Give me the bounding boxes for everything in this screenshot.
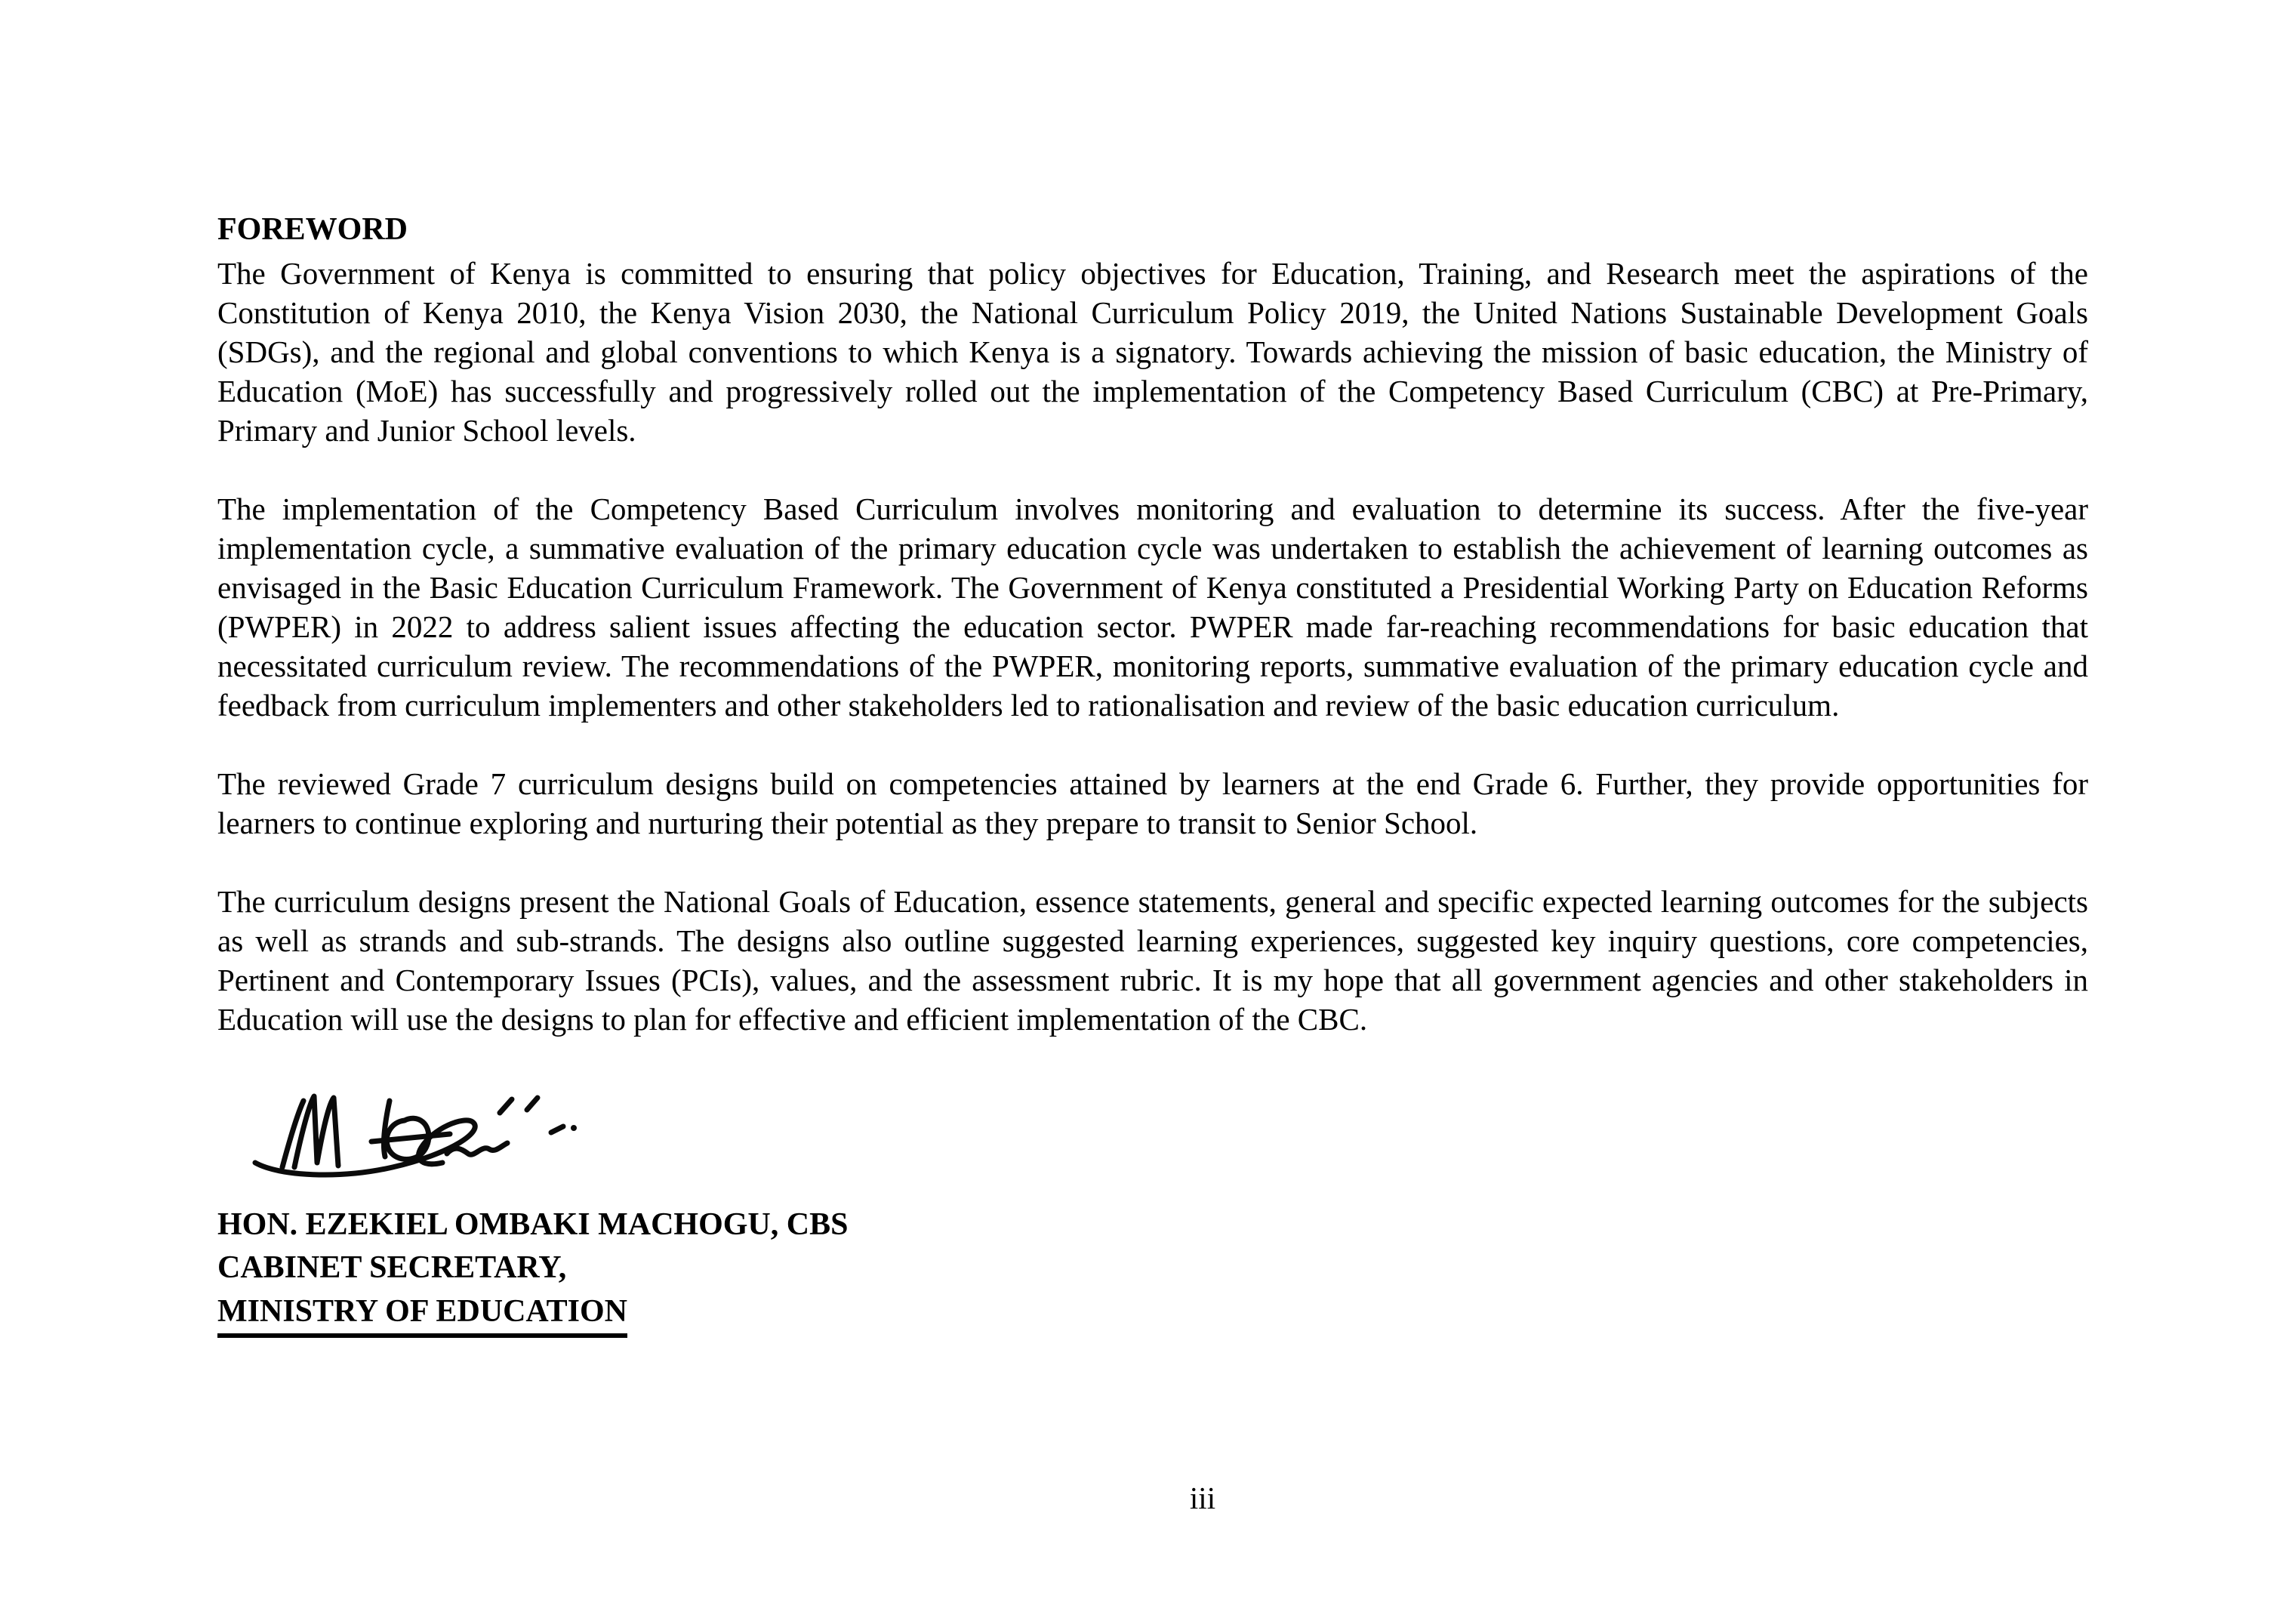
page-number: iii xyxy=(1189,1481,1216,1515)
signatory-name: HON. EZEKIEL OMBAKI MACHOGU, CBS xyxy=(217,1207,849,1242)
signature-scribble xyxy=(249,1078,581,1191)
signatory-block xyxy=(217,1203,2088,1338)
page-title: FOREWORD xyxy=(217,212,408,247)
paragraph-design-contents: The curriculum designs present the National Goals of Education, essence statements, general and specific expected learning outcomes for the subjects as well as strands and sub-strands. The designs also outline suggested learning experiences, suggested key inquiry questions, core competencies, Pertinent and Contemporary Issues (PCIs), values, and the assessment rubric. It is my hope that all government agencies and other stakeholders in Education will use the designs to plan for effective and efficient implementation of the CBC. xyxy=(217,884,2088,1037)
paragraph-government-commitment: The Government of Kenya is committed to ensuring that policy objectives for Education, Training, and Research meet the aspirations of the Constitution of Kenya 2010, the Kenya Vision 2030, the National Curriculum Policy 2019, the United Nations Sustainable Development Goals (SDGs), and the regional and global conventions to which Kenya is a signatory. Towards achieving the mission of basic education, the Ministry of Education (MoE) has successfully and progressively rolled out the implementation of the Competency Based Curriculum (CBC) at Pre-Primary, Primary and Junior School levels. xyxy=(217,256,2088,448)
paragraph-implementation-evaluation: The implementation of the Competency Based Curriculum involves monitoring and evaluation to determine its success. After the five-year implementation cycle, a summative evaluation of the primary education cycle was undertaken to establish the achievement of learning outcomes as envisaged in the Basic Education Curriculum Framework. The Government of Kenya constituted a Presidential Working Party on Education Reforms (PWPER) in 2022 to address salient issues affecting the education sector. PWPER made far-reaching recommendations for basic education that necessitated curriculum review. The recommendations of the PWPER, monitoring reports, summative evaluation of the primary education cycle and feedback from curriculum implementers and other stakeholders led to rationalisation and review of the basic education curriculum. xyxy=(217,492,2088,723)
paragraph-grade7-designs: The reviewed Grade 7 curriculum designs build on competencies attained by learners at the end Grade 6. Further, they provide opportunities for learners to continue exploring and nurturing their potential as they prepare to transit to Senior School. xyxy=(217,766,2088,840)
signature-image xyxy=(249,1078,2088,1193)
foreword-section xyxy=(217,210,2088,1338)
signatory-title: CABINET SECRETARY, xyxy=(217,1250,567,1285)
signatory-organization: MINISTRY OF EDUCATION xyxy=(217,1293,627,1338)
